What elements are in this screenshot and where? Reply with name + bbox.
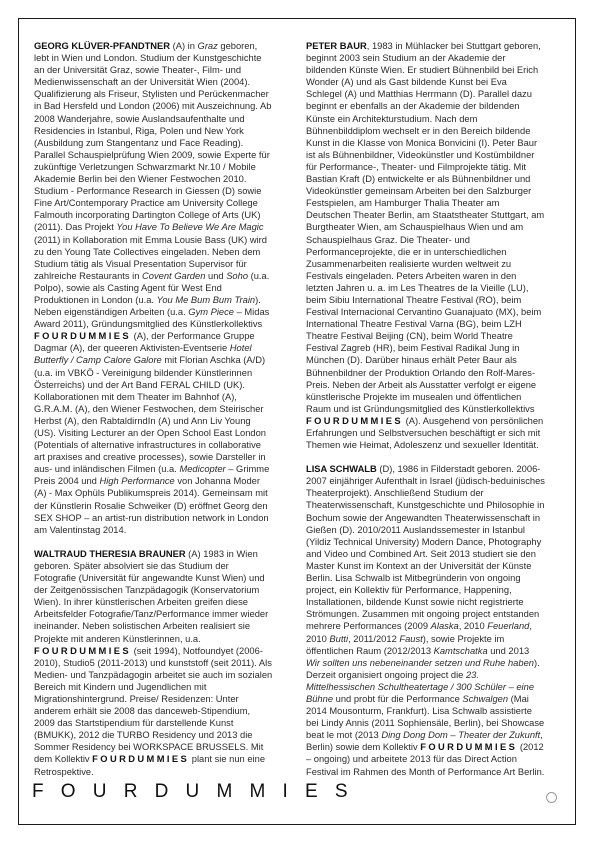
brand-name: FOURDUMMIES: [34, 331, 131, 342]
brand-name: FOURDUMMIES: [92, 754, 190, 765]
footer-logo: FOURDUMMIES: [32, 781, 365, 802]
bio-name: PETER BAUR: [306, 41, 367, 51]
bio-waltraud: WALTRAUD THERESIA BRAUNER (A) 1983 in Wien geboren. Später absolviert sie das Studium der Fotografie (Universität für angewandte Kunst Wien) und der Zeitgenössischen Tanzpädagogik (Konservatorium Wien). In ihrer künstlerischen Arbeiten greifen diese Arbeitsfelder Fotografie/Tanz/Performance immer wieder ineinander. Neben solistischen Arbeiten realisiert sie Projekte mit anderen Künstlerinnen, u.a. FOURDUMMIES (seit 1994), Notfoundyet (2006-2010), Studio5 (2011-2013) und kunststoff (seit 2011). Als Medien- und Tanzpädagogin arbeitet sie auch im sozialen Bereich mit Kindern und Jugendlichen mit Migrationshintergrund. Preise/ Residenzen: Unter anderem erhält sie 2008 das danceweb-Stipendium, 2009 das Startstipendium für darstellende Kunst (BMUKK), 2012 die TURBO Residency und 2013 die Sommer Residency bei WORKSPACE BRUSSELS. Mit dem Kollektiv FOURDUMMIES plant sie nun eine Retrospektive.: [34, 548, 273, 777]
bio-lisa: LISA SCHWALB (D), 1986 in Filderstadt geboren. 2006-2007 einjähriger Aufenthalt in Israel (jüdisch-beduinisches Theaterprojekt). Anschließend Studium der Theaterwissenschaft, Kunstgeschichte und Philosophie in Bochum sowie der Angewandten Theaterwissenschaft in Gießen (D). 2010/2011 Auslandssemester in Istanbul (Yildiz Technical University) Modern Dance, Photography and Video und Combined Art. Seit 2013 studiert sie den Master Kunst im Kontext an der Universität der Künste Berlin. Lisa Schwalb ist Mitbegründerin von ongoing project, ein Kollektiv für Performance, Happening, Installationen, bildende Kunst sowie nicht registrierte Strömungen. Zusammen mit ongoing project entstanden mehrere Performances (2009 Alaska, 2010 Feuerland, 2010 Butti, 2011/2012 Faust), sowie Projekte im öffentlichen Raum (2012/2013 Kamtschatka und 2013 Wir sollten uns nebeneinander setzen und Ruhe haben). Derzeit organisiert ongoing project die 23. Mittelhessischen Schultheatertage / 300 Schüler – eine Bühne und probt für die Performance Schwalgen (Mai 2014 Mousonturm, Frankfurt). Lisa Schwalb assistierte bei Lindy Annis (2011 Sophiensäle, Berlin), bei Showcase beat le mot (2013 Ding Dong Dom – Theater der Zukunft, Berlin) sowie dem Kollektiv FOURDUMMIES (2012 – ongoing) und arbeitete 2013 für das Direct Action Festival im Rahmen des Month of Performance Art Berlin.: [306, 464, 545, 777]
bio-georg: GEORG KLÜVER-PFANDTNER (A) in Graz geboren, lebt in Wien und London. Studium der Kunstgeschichte an der Universität Graz, sowie Theater-, Film- und Medienwissenschaft an der Universität Wien (2004). Qualifizierung als Friseur, Stylisten und Perückenmacher in Bad Hersfeld und London (2006) mit Auszeichnung. Ab 2008 Wanderjahre, sowie Auslandsaufenthalte und Residencies in Istanbul, Riga, Polen und New York (Ausbildung zum Stangentanz und Face Reading). Parallel Schauspielprüfung Wien 2009, sowie Experte für zukünftige Verletzungen Schwarzmarkt Nr.10 / Mobile Akademie Berlin bei den Wiener Festwochen 2010. Studium - Performance Research in Giessen (D) sowie Fine Art/Contemporary Practice am University College Falmouth incorporating Dartington College of Arts (UK) (2011). Das Projekt You Have To Believe We Are Magic (2011) in Kollaboration mit Emma Lousie Bass (UK) wird zu den Young Tate Collectives eingeladen. Neben dem Studium tätig als Visual Presentation Supervisor für zahlreiche Restaurants in Covent Garden und Soho (u.a. Polpo), sowie als Casting Agent für West End Produktionen in London (u.a. You Me Bum Bum Train). Neben eigenständigen Arbeiten (u.a. Gym Piece – Midas Award 2011), Gründungsmitglied des Künstlerkollektivs FOURDUMMIES (A), der Performance Gruppe Dagmar (A), der queeren Aktivisten-Eventserie Hotel Butterfly / Camp Calore Galore mit Florian Aschka (A/D) (u.a. im VBKÖ - Vereinigung bildender Künstlerinnen Österreichs) und der Art Band FERAL CHILD (UK). Kollaborationen mit dem Theater im Bahnhof (A), G.R.A.M. (A), den Wiener Festwochen, dem Steirischer Herbst (A), den RabtaldirndIn (A) und Ann Liv Young (US). Visiting Lecturer an der Open School East London (Potentials of alternative infrastructures in collaborative art praxises and creative processes), sowie Darsteller in aus- und inländischen Filmen (u.a. Medicopter – Grimme Preis 2004 und High Performance von Johanna Moder (A) - Max Ophüls Publikumspreis 2014). Gemeinsam mit der Künstlerin Rosalie Schweiker (D) eröffnet Georg den SEX SHOP – an artist-run distribution network in London am Valentinstag 2014.: [34, 41, 272, 535]
circle-mark-icon: [546, 792, 557, 803]
brand-name: FOURDUMMIES: [34, 645, 131, 656]
bio-name: WALTRAUD THERESIA BRAUNER: [34, 548, 186, 559]
brand-name: FOURDUMMIES: [306, 415, 403, 426]
right-column: [306, 40, 545, 790]
left-column: [34, 40, 273, 790]
bio-name: LISA SCHWALB: [306, 464, 377, 475]
bio-name: GEORG KLÜVER-PFANDTNER: [34, 41, 171, 51]
brand-name: FOURDUMMIES: [420, 742, 518, 753]
bio-peter: PETER BAUR, 1983 in Mühlacker bei Stuttgart geboren, beginnt 2003 sein Studium an der Akademie der bildenden Künste Wien. Er studiert Bühnenbild bei Erich Wonder (A) und als Gast bildende Kunst bei Eva Schlegel (A) und Matthias Herrmann (D). Parallel dazu beginnt er ebenfalls an der Akademie der bildenden Künste ein Architekturstudium. Nach dem Bühnenbilddiplom wechselt er in den Bereich bildende Kunst in die Klasse von Monica Bonvicini (I). Peter Baur ist als Bühnenbildner, Videokünstler und Kostümbildner für Performance-, Theater- und Filmprojekte tätig. Mit Bastian Kraft (D) entwickelte er als Bühnenbildner und Videokünstler gemeinsam Arbeiten bei den Salzburger Festspielen, am Hamburger Thalia Theater am Deutschen Theater Berlin, am Staatstheater Stuttgart, am Burgtheater Wien, am Schauspielhaus Wien und am Schauspielhaus Graz. Die Theater- und Performanceprojekte, die er in unterschiedlichen Zusammenarbeiten realisierte wurden weltweit zu Festivals eingeladen. Peters Arbeiten waren in den letzten Jahren u. a. im Les Theatres de la Vieille (LU), beim Sibiu International Theatre Festival (RO), beim Festival Internacional Cervantino Guanajuato (MX), beim International Theatre Festival Varna (BG), beim LZH Theatre Festival Beijing (CN), beim World Theatre Festival Zagreb (HR), beim Festival Radikal Jung in München (D). Darüber hinaus erhält Peter Baur als Bühnenbildner der Produktion Orlando den Rolf-Mares-Preis. Neben der Arbeit als Ausstatter verfolgt er eigene künstlerische Projekte im musealen und öffentlichen Raum und ist Gründungsmitglied des Künstlerkollektivs FOURDUMMIES (A). Ausgehend von persönlichen Erfahrungen und Selbstversuchen beschäftigt er sich mit Themen wie Heimat, Adoleszenz und sexueller Identität.: [306, 41, 545, 451]
